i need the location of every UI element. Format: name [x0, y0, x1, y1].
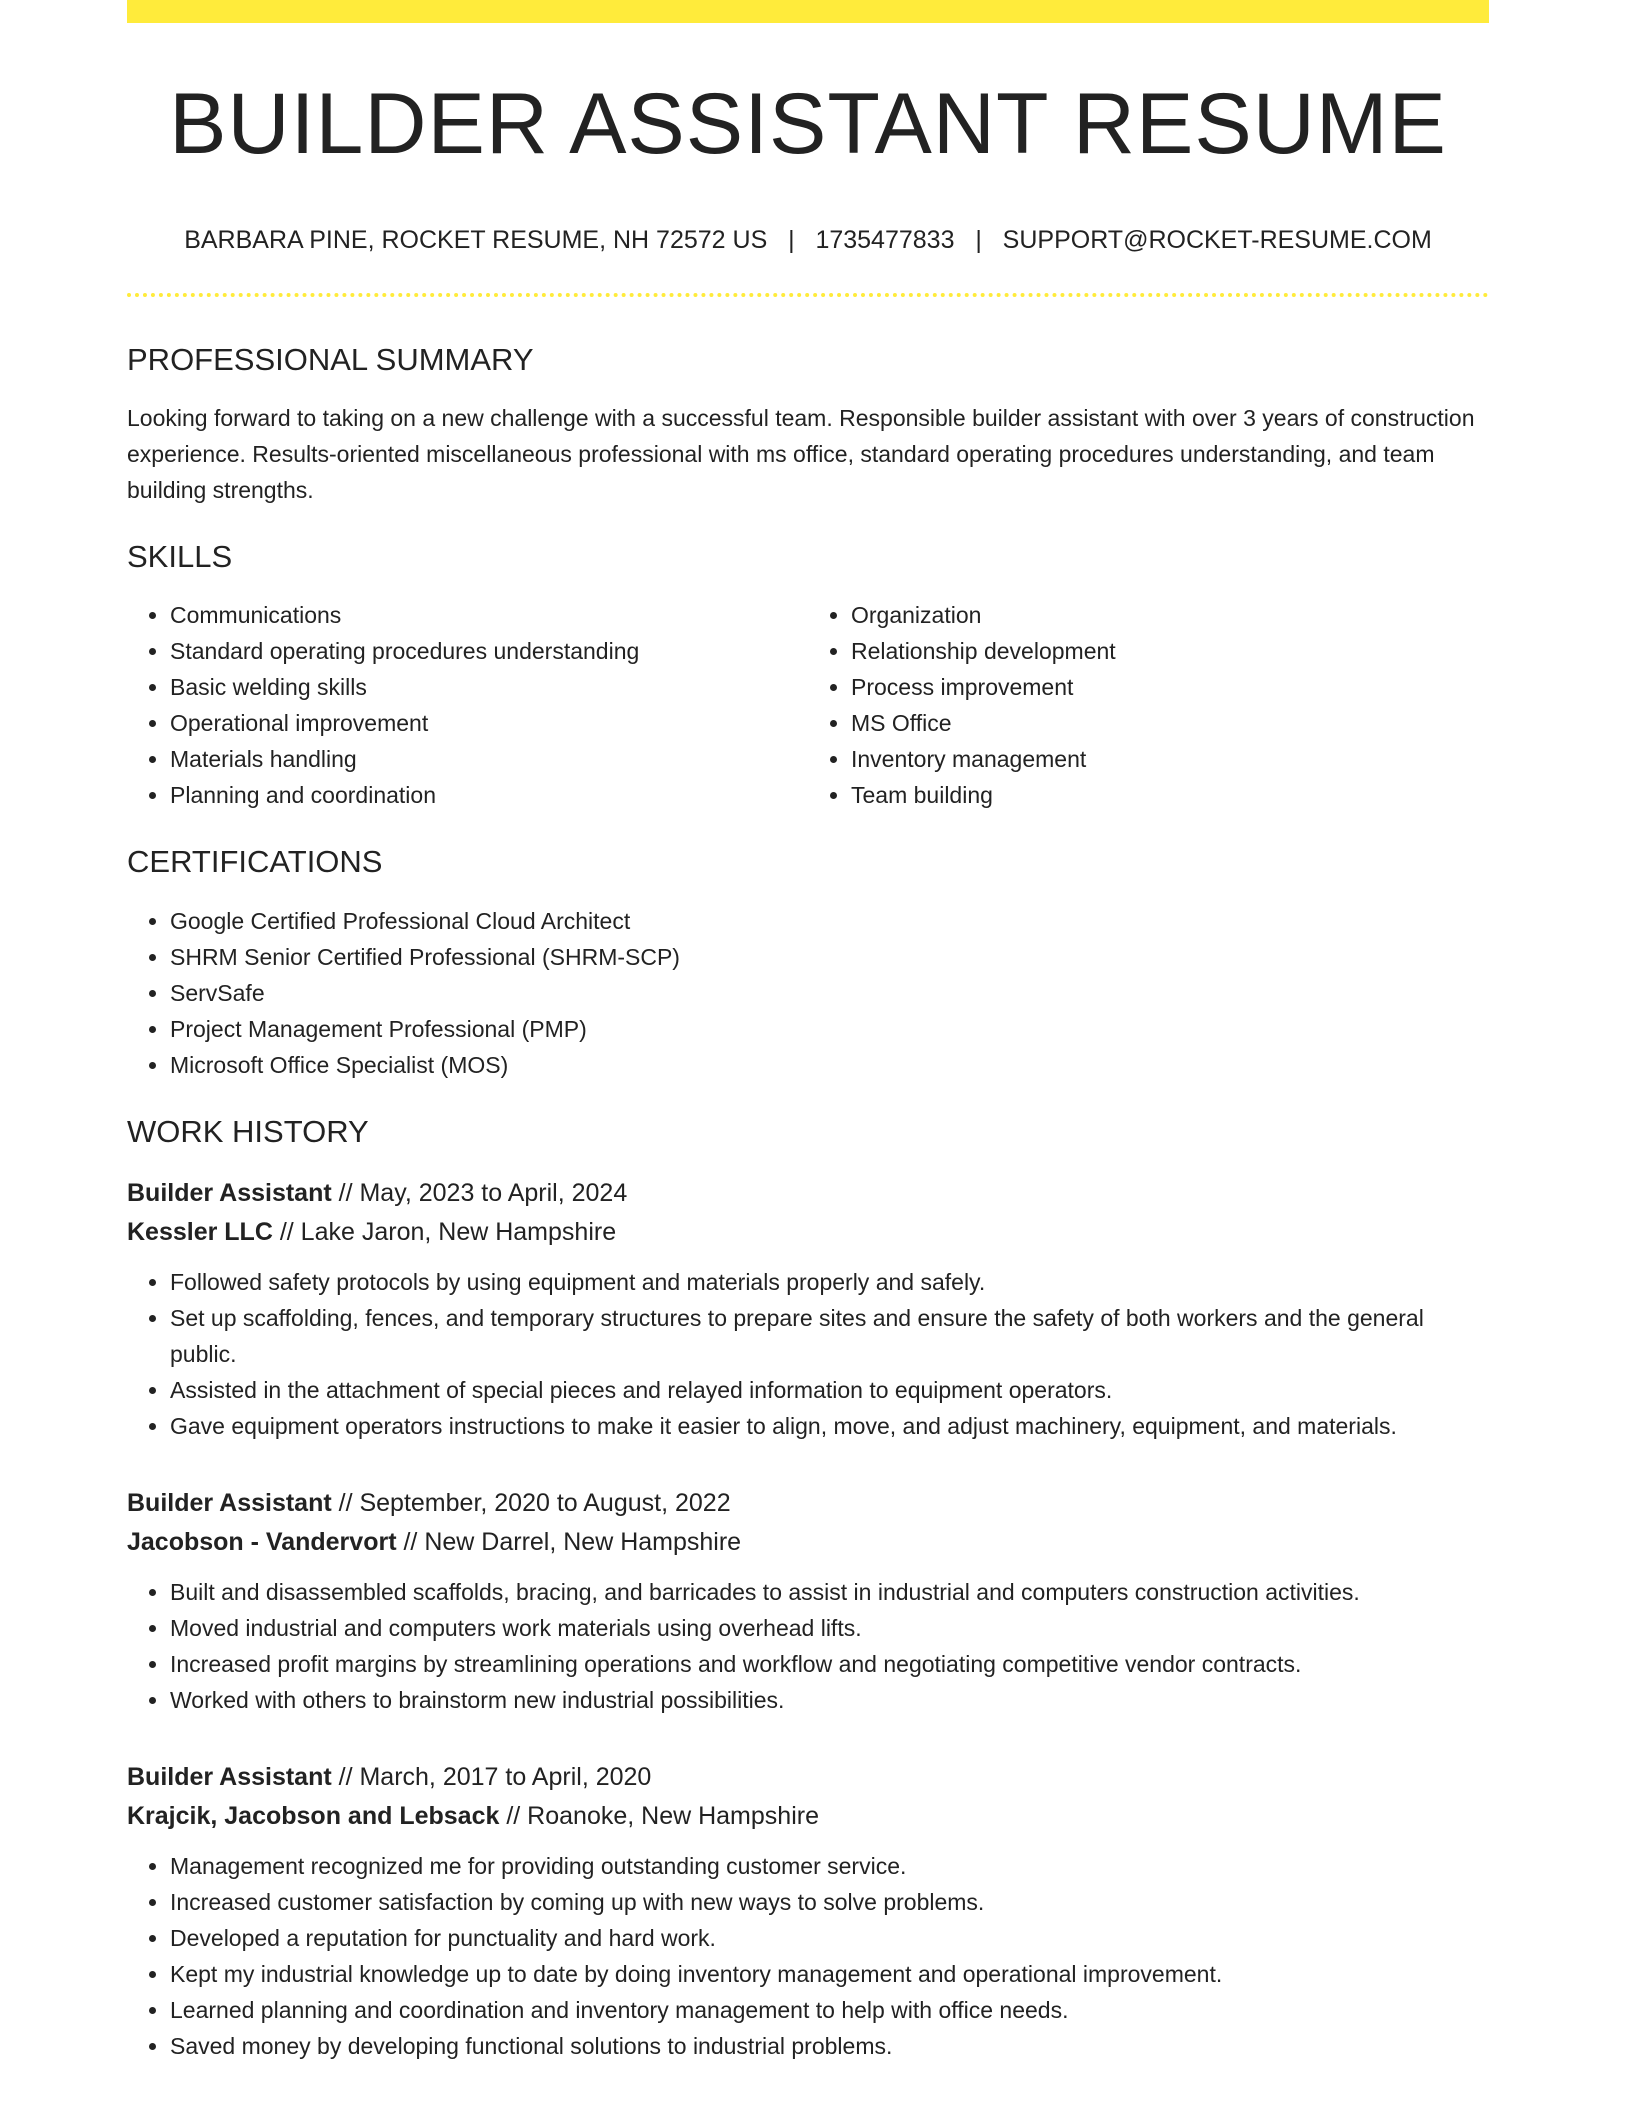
job-bullet: • Assisted in the attachment of special pieces and relayed information to equipment operators. — [170, 1372, 1489, 1408]
skill-item: • Communications — [170, 597, 808, 633]
job-title: Builder Assistant — [127, 1762, 332, 1791]
work-history-heading: WORK HISTORY — [127, 1113, 369, 1149]
job-title-line — [127, 1758, 1489, 1797]
job-title: Builder Assistant — [127, 1488, 332, 1517]
job-bullet: • Learned planning and coordination and inventory management to help with office needs. — [170, 1992, 1489, 2028]
job-title: Builder Assistant — [127, 1178, 332, 1207]
job-bullets — [127, 1264, 1489, 1444]
job-entry — [127, 1484, 1489, 1718]
job-dates: // March, 2017 to April, 2020 — [338, 1762, 652, 1791]
job-bullet: • Increased profit margins by streamlining operations and workflow and negotiating competitive vendor contracts. — [170, 1646, 1489, 1682]
skills-heading: SKILLS — [127, 539, 233, 575]
certification-item: • ServSafe — [170, 975, 1489, 1011]
summary-text: Looking forward to taking on a new challenge with a successful team. Responsible builder assistant with over 3 years of construction experience. Results-oriented miscellaneous professional with ms office, standard operating procedures understanding, and team building strengths. — [127, 405, 1475, 504]
job-dates: // May, 2023 to April, 2024 — [338, 1178, 628, 1207]
job-location: // Lake Jaron, New Hampshire — [279, 1217, 617, 1246]
skill-item: • Team building — [851, 777, 1489, 813]
job-bullet: • Saved money by developing functional solutions to industrial problems. — [170, 2028, 1489, 2064]
job-company-line — [127, 1213, 1489, 1252]
job-entry — [127, 1758, 1489, 2064]
job-dates: // September, 2020 to August, 2022 — [338, 1488, 731, 1517]
contact-address: BARBARA PINE, ROCKET RESUME, NH 72572 US — [184, 226, 768, 254]
job-company-line — [127, 1523, 1489, 1562]
job-bullet: • Built and disassembled scaffolds, bracing, and barricades to assist in industrial and computers construction activities. — [170, 1574, 1489, 1610]
job-bullet: • Increased customer satisfaction by coming up with new ways to solve problems. — [170, 1884, 1489, 1920]
certifications-heading: CERTIFICATIONS — [127, 844, 383, 880]
job-bullets — [127, 1574, 1489, 1718]
skill-item: • Operational improvement — [170, 705, 808, 741]
skill-item: • Inventory management — [851, 741, 1489, 777]
job-bullet: • Set up scaffolding, fences, and temporary structures to prepare sites and ensure the safety of both workers and the general public. — [170, 1300, 1489, 1372]
dotted-divider — [127, 293, 1489, 297]
skill-item: • Process improvement — [851, 669, 1489, 705]
job-bullet: • Moved industrial and computers work materials using overhead lifts. — [170, 1610, 1489, 1646]
job-bullet: • Kept my industrial knowledge up to date by doing inventory management and operational improvement. — [170, 1956, 1489, 1992]
skill-item: • MS Office — [851, 705, 1489, 741]
job-location: // Roanoke, New Hampshire — [506, 1801, 819, 1830]
skill-item: • Organization — [851, 597, 1489, 633]
skill-item: • Basic welding skills — [170, 669, 808, 705]
job-bullet: • Developed a reputation for punctuality and hard work. — [170, 1920, 1489, 1956]
job-bullets — [127, 1848, 1489, 2064]
job-company: Kessler LLC — [127, 1217, 273, 1246]
contact-phone: 1735477833 — [815, 226, 955, 254]
job-bullet: • Worked with others to brainstorm new industrial possibilities. — [170, 1682, 1489, 1718]
skill-item: • Materials handling — [170, 741, 808, 777]
skill-item: • Standard operating procedures understanding — [170, 633, 808, 669]
certifications-list — [127, 903, 1489, 1083]
job-company: Jacobson - Vandervort — [127, 1527, 397, 1556]
skill-item: • Relationship development — [851, 633, 1489, 669]
skills-grid — [127, 597, 1489, 813]
contact-line — [127, 225, 1489, 255]
job-company: Krajcik, Jacobson and Lebsack — [127, 1801, 500, 1830]
summary-heading: PROFESSIONAL SUMMARY — [127, 342, 534, 377]
certification-item: • Project Management Professional (PMP) — [170, 1011, 1489, 1047]
resume-page — [127, 0, 1489, 2064]
certification-item: • Google Certified Professional Cloud Architect — [170, 903, 1489, 939]
job-title-line — [127, 1174, 1489, 1213]
skills-list-right — [808, 597, 1489, 813]
contact-email: SUPPORT@ROCKET-RESUME.COM — [1002, 226, 1432, 254]
job-entry — [127, 1174, 1489, 1444]
certification-item: • Microsoft Office Specialist (MOS) — [170, 1047, 1489, 1083]
job-bullet: • Management recognized me for providing outstanding customer service. — [170, 1848, 1489, 1884]
job-title-line — [127, 1484, 1489, 1523]
job-location: // New Darrel, New Hampshire — [403, 1527, 742, 1556]
certification-item: • SHRM Senior Certified Professional (SHRM-SCP) — [170, 939, 1489, 975]
contact-separator: | — [975, 226, 982, 254]
skill-item: • Planning and coordination — [170, 777, 808, 813]
job-bullet: • Followed safety protocols by using equipment and materials properly and safely. — [170, 1264, 1489, 1300]
accent-bar — [127, 0, 1489, 23]
resume-title: BUILDER ASSISTANT RESUME — [169, 76, 1447, 172]
contact-separator: | — [788, 226, 795, 254]
skills-list-left — [127, 597, 808, 813]
job-company-line — [127, 1797, 1489, 1836]
job-bullet: • Gave equipment operators instructions to make it easier to align, move, and adjust machinery, equipment, and materials. — [170, 1408, 1489, 1444]
